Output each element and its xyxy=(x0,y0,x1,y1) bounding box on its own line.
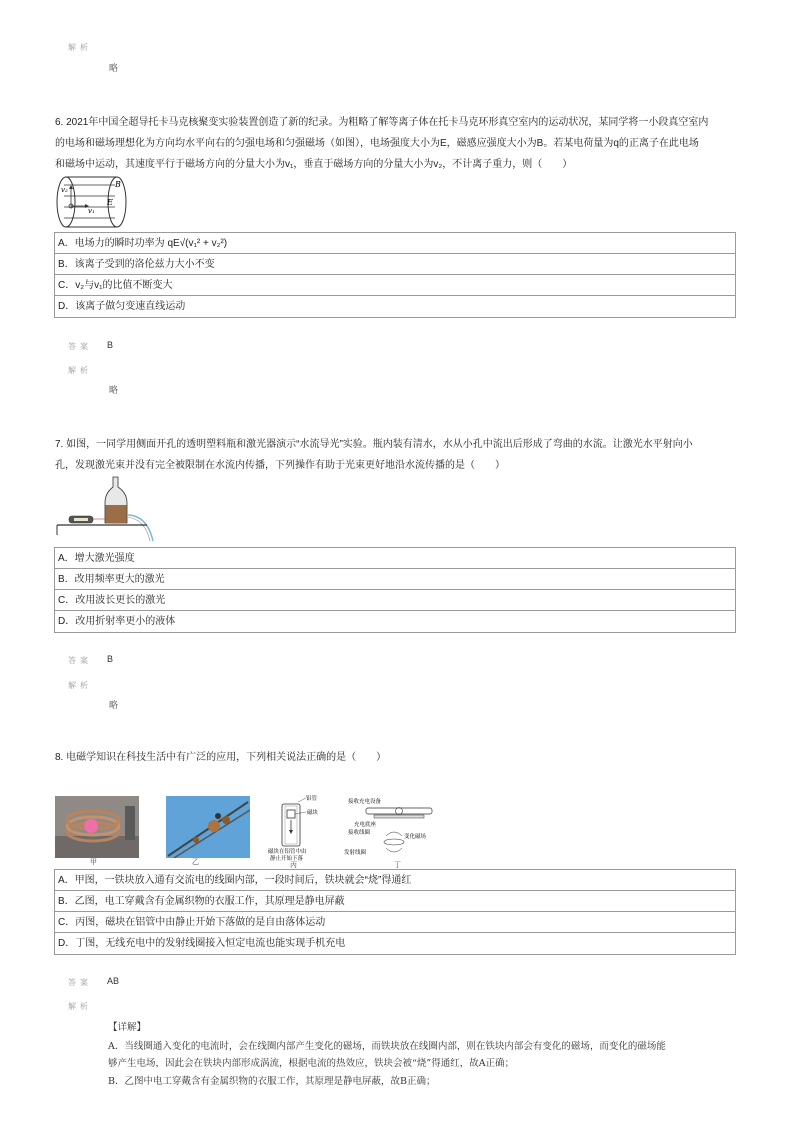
q8-bing-label-magnet: 磁块 xyxy=(307,810,319,816)
q7-answer-label: 答案 xyxy=(68,656,92,665)
q6-options xyxy=(54,232,736,318)
q7-line-2: 孔，发现激光束并没有完全被限制在水流内传播，下列操作有助于光束更好地沿水流传播的是（ ） xyxy=(55,460,505,471)
q6-answer-label: 答案 xyxy=(68,342,92,351)
q8-detail-a-line-2: 够产生电场，因此会在铁块内部形成涡流，根据电流的热效应，铁块会被“烧”得通红，故A正确； xyxy=(108,1058,515,1069)
q8-figure-bing-diagram xyxy=(268,792,328,868)
q6-option-b[interactable]: B．该离子受到的洛伦兹力大小不变 xyxy=(55,254,735,275)
q8-ding-label-5: 发射线圈 xyxy=(344,850,367,856)
q8-figure-yi-photo xyxy=(166,796,250,858)
q6-analysis-text: 略 xyxy=(109,386,119,396)
q7-option-a[interactable]: A．增大激光强度 xyxy=(55,548,735,569)
q7-line-1: 7. 如图，一同学用侧面开孔的透明塑料瓶和激光器演示“水流导光”实验。瓶内装有清水，水从小孔中流出后形成了弯曲的水流。让激光水平射向小 xyxy=(55,439,693,450)
q6-option-a[interactable]: A．电场力的瞬时功率为 qE√(v₁² + v₂²) xyxy=(55,233,735,254)
q8-ding-label-4: 变化磁场 xyxy=(404,834,427,840)
question-6-text xyxy=(55,112,745,175)
q8-caption-bing: 丙 xyxy=(290,861,297,869)
q8-answer-label: 答案 xyxy=(68,978,92,987)
q6-label-b: B xyxy=(115,180,121,189)
q8-caption-ding: 丁 xyxy=(394,861,401,869)
q6-option-d[interactable]: D．该离子做匀变速直线运动 xyxy=(58,301,186,312)
q8-option-b[interactable]: B．乙图，电工穿戴含有金属织物的衣服工作，其原理是静电屏蔽 xyxy=(55,891,735,912)
q8-detail-a-line-1: A．当线圈通入变化的电流时，会在线圈内部产生变化的磁场，而铁块放在线圈内部，则在铁块内部会有变化的磁场，而变化的磁场能 xyxy=(108,1041,666,1052)
q7-option-d[interactable]: D．改用折射率更小的液体 xyxy=(58,616,176,627)
q8-ding-label-2: 充电底座 xyxy=(354,822,377,828)
q6-label-v1: v₁ xyxy=(88,207,95,215)
analysis-text: 略 xyxy=(109,64,119,74)
q8-option-a[interactable]: A．甲图，一铁块放入通有交流电的线圈内部，一段时间后，铁块就会“烧”得通红 xyxy=(55,870,735,891)
q7-analysis-label: 解析 xyxy=(68,681,92,690)
q8-figure-ding-diagram xyxy=(344,796,436,860)
q8-ding-label-3: 接收线圈 xyxy=(348,830,371,836)
q8-options xyxy=(54,869,736,955)
q7-option-c[interactable]: C．改用波长更长的激光 xyxy=(55,590,735,611)
question-7-text xyxy=(55,434,745,476)
q8-analysis-label: 解析 xyxy=(68,1002,92,1011)
q8-option-d[interactable]: D．丁图，无线充电中的发射线圈接入恒定电流也能实现手机充电 xyxy=(58,938,346,949)
q8-caption-jia: 甲 xyxy=(90,858,97,866)
q6-line-1: 6. 2021年中国全超导托卡马克核聚变实验装置创造了新的纪录。为粗略了解等离子体在托卡马克环形真空室内的运动状况，某同学将一小段真空室内 xyxy=(55,117,709,128)
q7-analysis-text: 略 xyxy=(109,701,119,711)
q8-detail-heading: 【详解】 xyxy=(108,1022,147,1033)
q8-bing-desc-1: 磁块在铝管中由 xyxy=(268,849,307,855)
q6-line-3: 和磁场中运动，其速度平行于磁场方向的分量大小为v₁，垂直于磁场方向的分量大小为v₂，不计离子重力，则（ ） xyxy=(55,159,573,170)
q6-option-c[interactable]: C．v₂与v₁的比值不断变大 xyxy=(55,275,735,296)
q8-option-c[interactable]: C．丙图，磁块在铝管中由静止开始下落做的是自由落体运动 xyxy=(55,912,735,933)
q8-figure-jia-photo xyxy=(55,796,139,858)
q6-line-2: 的电场和磁场理想化为方向均水平向右的匀强电场和匀强磁场（如图），电场强度大小为E，磁感应强度大小为B。若某电荷量为q的正离子在此电场 xyxy=(55,138,699,149)
q6-analysis-label: 解析 xyxy=(68,366,92,375)
q8-caption-yi: 乙 xyxy=(192,858,199,866)
q7-option-b[interactable]: B．改用频率更大的激光 xyxy=(55,569,735,590)
q7-answer: B xyxy=(107,654,114,664)
q8-line-1: 8. 电磁学知识在科技生活中有广泛的应用，下列相关说法正确的是（ ） xyxy=(55,752,387,763)
q8-detail-b: B．乙图中电工穿戴含有金属织物的衣服工作，其原理是静电屏蔽，故B正确； xyxy=(108,1076,436,1087)
q8-bing-label-top: 铝管 xyxy=(306,796,318,802)
q6-label-e: E xyxy=(107,198,113,207)
q7-figure-water-light-guide xyxy=(55,475,165,545)
q6-figure-tokamak xyxy=(55,174,131,230)
q6-label-v2: v₂ xyxy=(61,186,68,194)
question-8-text xyxy=(55,747,745,768)
q8-answer: AB xyxy=(107,976,120,986)
q8-ding-label-1: 接收充电设备 xyxy=(348,799,382,805)
q7-options xyxy=(54,547,736,633)
q6-answer: B xyxy=(107,340,114,350)
q8-bing-desc-2: 静止开始下落 xyxy=(270,856,304,862)
analysis-label: 解析 xyxy=(68,43,92,52)
